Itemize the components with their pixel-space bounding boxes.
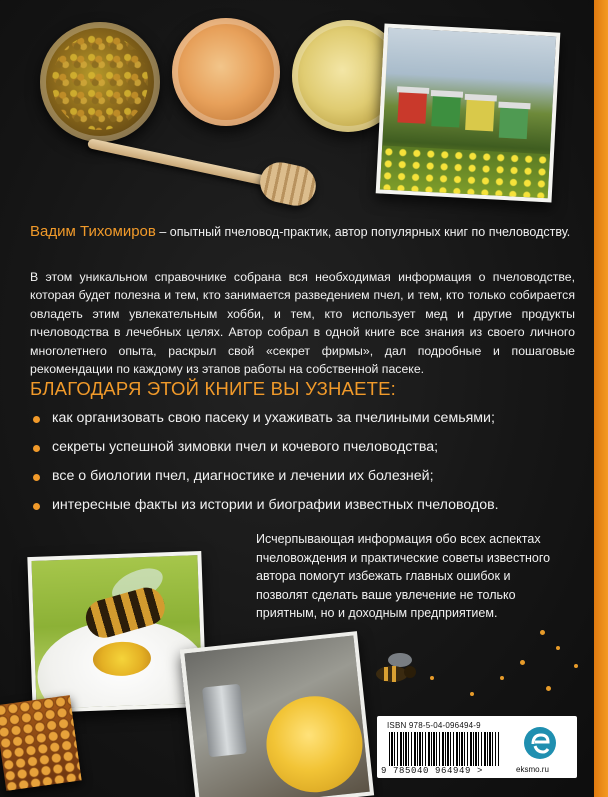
benefit-text: секреты успешной зимовки пчел и кочевого пчеловодства;: [52, 439, 439, 455]
eksmo-logo-icon: [523, 726, 557, 760]
author-bio: – опытный пчеловод-практик, автор популярных книг по пчеловодству.: [155, 225, 571, 239]
publisher-url: eksmo.ru: [516, 765, 549, 774]
list-item: [30, 462, 590, 491]
book-description: В этом уникальном справочнике собрана вся необходимая информация о пчеловодстве, которая будет полезна и тем, кто занимается разведением пчел, и тем, кто только собирается овладеть этим увлекательным хобби, и тем, кто использует мед и другие продукты пчеловодства в лечебных целях. Автор собрал в одной книге все знания из своего личного многолетнего опыта, раскрыл свой «секрет фирмы», дал подробные и пошаговые рекомендации по каждому из этапов работы на собственной пасеке.: [30, 270, 575, 377]
list-item: [30, 404, 590, 433]
author-name: Вадим Тихомиров: [30, 223, 156, 240]
author-intro: [30, 222, 575, 242]
bee-smoker-image: [202, 684, 247, 758]
pollen-grain-image: [470, 692, 474, 696]
beekeeping-tools-photo: [180, 631, 374, 797]
pollen-grain-image: [556, 646, 560, 650]
closing-paragraph: Исчерпывающая информация обо всех аспектах пчеловождения и практические советы известного автора помогут избежать главных ошибок и позволят сделать ваше увлечение не только приятным, но и доходным предприятием.: [256, 532, 551, 621]
pollen-grain-image: [574, 664, 578, 668]
red-beehive-image: [397, 90, 427, 123]
isbn-label: ISBN 978-5-04-096494-9: [387, 721, 481, 730]
bullet-dot-icon: [33, 474, 40, 481]
flower-field-image: [380, 146, 550, 199]
honeycomb-image: [0, 695, 82, 791]
list-item: [30, 433, 590, 462]
orange-spine-strip: [594, 0, 608, 797]
green-beehive-image: [431, 94, 461, 127]
apiary-photo: [376, 24, 561, 203]
list-item: [30, 491, 590, 520]
benefits-list: [30, 404, 590, 520]
pollen-grain-image: [546, 686, 551, 691]
yellow-beehive-image: [465, 98, 495, 131]
green-beehive-image: [499, 106, 529, 139]
pollen-grain-image: [500, 676, 504, 680]
bullet-dot-icon: [33, 416, 40, 423]
benefit-text: все о биологии пчел, диагностике и лечении их болезней;: [52, 468, 434, 484]
pollen-grain-image: [540, 630, 545, 635]
bee-on-flower-photo: [27, 551, 206, 713]
pollen-jar-image: [40, 22, 160, 142]
creamed-honey-jar-image: [172, 18, 280, 126]
barcode-image: [389, 732, 499, 766]
beeswax-disk-image: [262, 691, 368, 797]
barcode-panel: [377, 716, 577, 778]
benefit-text: как организовать свою пасеку и ухаживать за пчелиными семьями;: [52, 410, 495, 426]
barcode-digits: 9 785040 964949 >: [381, 766, 484, 776]
honey-dipper-handle-image: [87, 138, 275, 187]
small-bee-image: [370, 650, 418, 690]
bullet-dot-icon: [33, 445, 40, 452]
bullet-dot-icon: [33, 503, 40, 510]
benefit-text: интересные факты из истории и биографии известных пчеловодов.: [52, 497, 499, 513]
pollen-grain-image: [520, 660, 525, 665]
benefits-heading: БЛАГОДАРЯ ЭТОЙ КНИГЕ ВЫ УЗНАЕТЕ:: [30, 378, 397, 399]
honey-dipper-head-image: [256, 159, 319, 210]
pollen-grain-image: [430, 676, 434, 680]
